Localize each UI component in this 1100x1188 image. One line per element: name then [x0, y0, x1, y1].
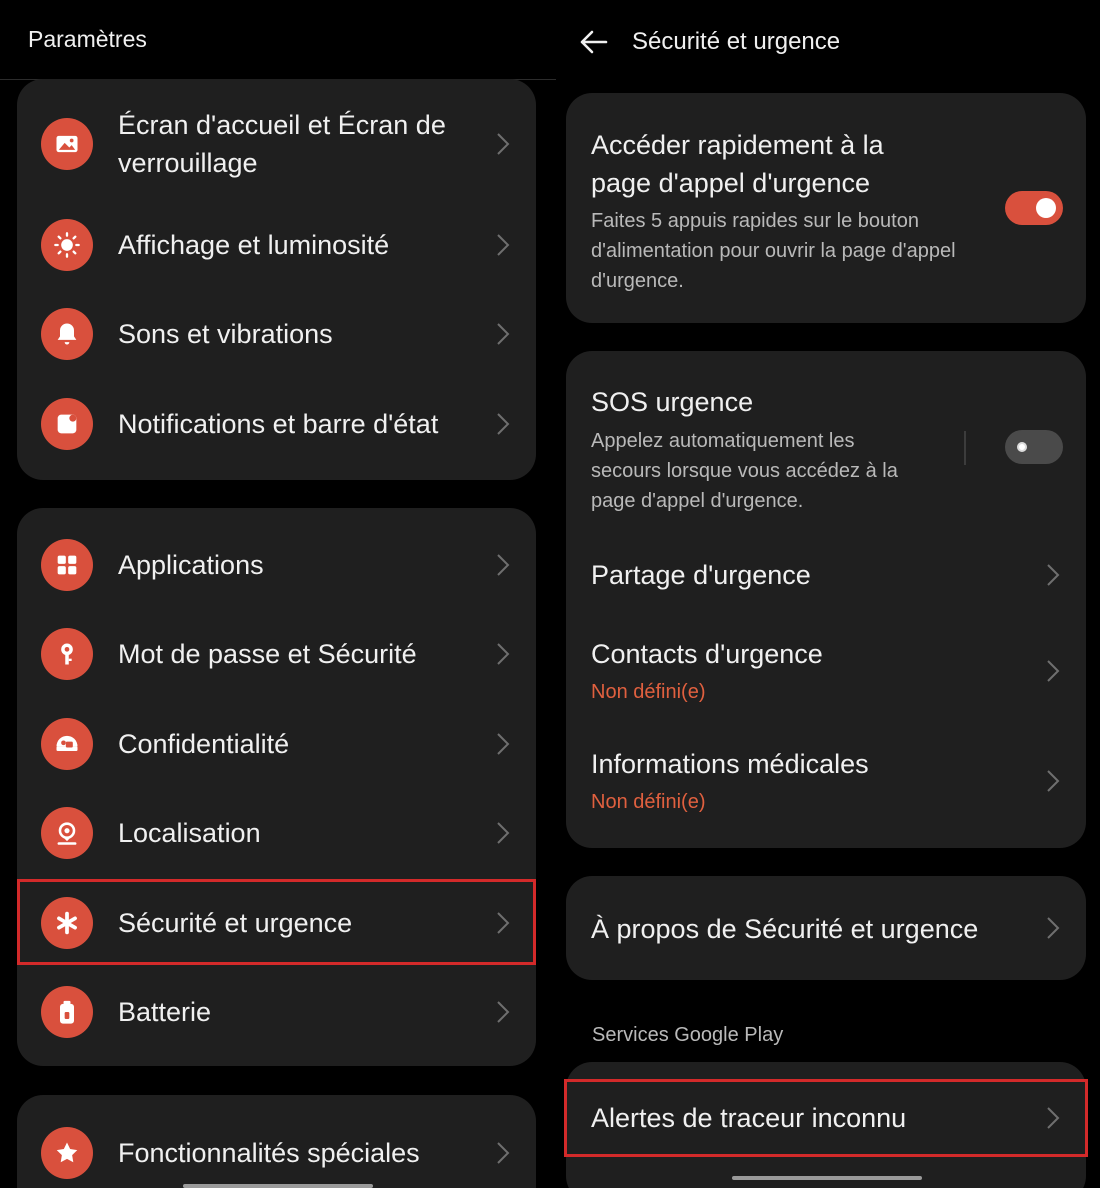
emergency-contacts-status: Non défini(e) — [591, 681, 706, 703]
star-icon — [41, 1127, 93, 1179]
chevron-right-icon — [1046, 563, 1060, 587]
tracker-alerts-title: Alertes de traceur inconnu — [591, 1103, 907, 1133]
notification-icon — [41, 398, 93, 450]
quick-access-card[interactable] — [566, 93, 1086, 323]
settings-item-label: Localisation — [118, 818, 261, 848]
navigation-handle[interactable] — [183, 1184, 373, 1188]
settings-item-label: Notifications et barre d'état — [118, 409, 439, 439]
chevron-right-icon — [496, 1141, 510, 1165]
toggle-knob — [1036, 198, 1056, 218]
chevron-right-icon — [496, 1000, 510, 1024]
divider — [964, 431, 966, 465]
sos-title: SOS urgence — [591, 387, 754, 417]
about-row[interactable] — [566, 876, 1086, 980]
settings-item-label: Écran d'accueil et Écran de verrouillage — [118, 110, 446, 178]
settings-item-notifications[interactable] — [17, 384, 536, 464]
settings-item-label: Applications — [118, 550, 264, 580]
section-label-google-play: Services Google Play — [592, 1024, 784, 1046]
settings-item-special-features[interactable] — [17, 1113, 536, 1188]
chevron-right-icon — [1046, 916, 1060, 940]
emergency-sharing-row[interactable] — [566, 535, 1086, 615]
battery-icon — [41, 986, 93, 1038]
settings-item-label: Affichage et luminosité — [118, 230, 390, 260]
safety-header — [556, 0, 1100, 80]
settings-item-label: Confidentialité — [118, 729, 290, 759]
safety-emergency-pane — [556, 0, 1100, 1188]
brightness-icon — [41, 219, 93, 271]
chevron-right-icon — [496, 132, 510, 156]
chevron-right-icon — [496, 732, 510, 756]
settings-item-label: Sécurité et urgence — [118, 908, 353, 938]
settings-item-display-brightness[interactable] — [17, 205, 536, 285]
settings-item-location[interactable] — [17, 793, 536, 873]
settings-item-label: Sons et vibrations — [118, 319, 333, 349]
emergency-contacts-row[interactable] — [566, 621, 1086, 721]
chevron-right-icon — [496, 233, 510, 257]
sos-card — [566, 351, 1086, 848]
medical-info-status: Non défini(e) — [591, 791, 706, 813]
chevron-right-icon — [496, 821, 510, 845]
privacy-icon — [41, 718, 93, 770]
chevron-right-icon — [496, 322, 510, 346]
sos-toggle[interactable] — [1005, 430, 1063, 464]
emergency-contacts-title: Contacts d'urgence — [591, 639, 823, 669]
chevron-right-icon — [1046, 769, 1060, 793]
settings-item-applications[interactable] — [17, 525, 536, 605]
page-title: Sécurité et urgence — [632, 28, 841, 55]
about-card — [566, 876, 1086, 980]
emergency-sharing-title: Partage d'urgence — [591, 560, 811, 590]
settings-header — [0, 0, 556, 80]
settings-item-privacy[interactable] — [17, 704, 536, 784]
highlight-tracker-alerts — [564, 1079, 1088, 1157]
about-title: À propos de Sécurité et urgence — [591, 914, 979, 944]
chevron-right-icon — [496, 642, 510, 666]
image-icon — [41, 118, 93, 170]
settings-item-label: Fonctionnalités spéciales — [118, 1138, 420, 1168]
settings-item-sounds-vibrations[interactable] — [17, 294, 536, 374]
settings-item-battery[interactable] — [17, 972, 536, 1052]
settings-item-label: Batterie — [118, 997, 212, 1027]
highlight-safety-emergency — [17, 879, 536, 965]
chevron-right-icon — [496, 553, 510, 577]
quick-access-title: Accéder rapidement à la page d'appel d'urgence — [591, 130, 884, 198]
quick-access-toggle[interactable] — [1005, 191, 1063, 225]
quick-access-description: Faites 5 appuis rapides sur le bouton d'alimentation pour ouvrir la page d'appel d'urgence. — [591, 210, 956, 292]
medical-info-title: Informations médicales — [591, 749, 869, 779]
sos-description: Appelez automatiquement les secours lorsque vous accédez à la page d'appel d'urgence. — [591, 430, 898, 512]
location-icon — [41, 807, 93, 859]
settings-group-special — [17, 1095, 536, 1188]
settings-item-home-lock-screen[interactable] — [17, 101, 536, 187]
chevron-right-icon — [496, 412, 510, 436]
key-icon — [41, 628, 93, 680]
bell-icon — [41, 308, 93, 360]
settings-item-label: Mot de passe et Sécurité — [118, 639, 417, 669]
page-title: Paramètres — [28, 26, 147, 52]
settings-group-system — [17, 508, 536, 1066]
apps-grid-icon — [41, 539, 93, 591]
settings-group-display — [17, 79, 536, 480]
back-arrow-icon[interactable] — [574, 22, 614, 62]
navigation-handle[interactable] — [732, 1176, 922, 1180]
settings-item-password-security[interactable] — [17, 614, 536, 694]
medical-info-row[interactable] — [566, 731, 1086, 831]
toggle-knob — [1012, 437, 1032, 457]
chevron-right-icon — [1046, 659, 1060, 683]
